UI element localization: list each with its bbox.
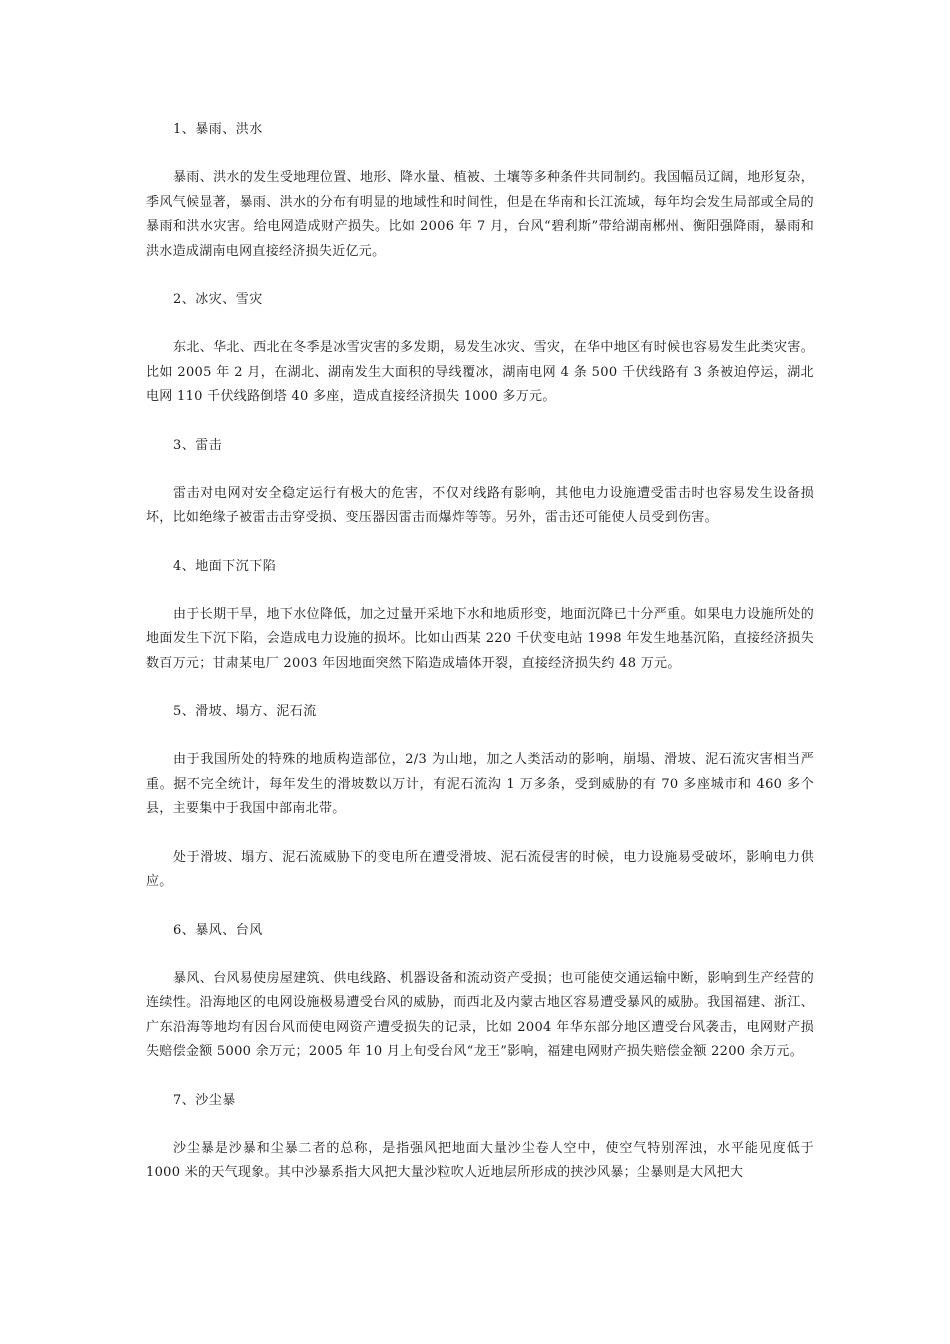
section-paragraph: 暴雨、洪水的发生受地理位置、地形、降水量、植被、土壤等多种条件共同制约。我国幅员辽阔，地形复杂，季风气候显著，暴雨、洪水的分布有明显的地域性和时间性，但是在华南和长江流域，每年均会发生局部或全局的暴雨和洪水灾害。给电网造成财产损失。比如 2006 年 7 月，台风“碧利斯”带给湖南郴州、衡阳强降雨，暴雨和洪水造成湖南电网直接经济损失近亿元。 xyxy=(146,170,814,259)
section-ice-snow xyxy=(146,288,814,410)
section-heading: 1、暴雨、洪水 xyxy=(173,122,263,137)
section-paragraph: 沙尘暴是沙暴和尘暴二者的总称，是指强风把地面大量沙尘卷人空中，使空气特别浑浊，水平能见度低于 1000 米的天气现象。其中沙暴系指大风把大量沙粒吹人近地层所形成的挟沙风暴；尘暴则是大风把大 xyxy=(146,1140,814,1180)
section-paragraph: 由于长期干旱，地下水位降低，加之过量开采地下水和地质形变，地面沉降已十分严重。如果电力设施所处的地面发生下沉下陷，会造成电力设施的损坏。比如山西某 220 千伏变电站 1998 年发生地基沉陷，直接经济损失数百万元；甘肃某电厂 2003 年因地面突然下陷造成墙体开裂，直接经济损失约 48 万元。 xyxy=(146,606,814,671)
section-heading: 5、滑坡、塌方、泥石流 xyxy=(173,704,317,719)
section-heading: 6、暴风、台风 xyxy=(173,922,263,938)
section-sandstorm xyxy=(146,1089,814,1186)
section-paragraph: 处于滑坡、塌方、泥石流威胁下的变电所在遭受滑坡、泥石流侵害的时候，电力设施易受破坏，影响电力供应。 xyxy=(146,849,814,889)
section-heading: 3、雷击 xyxy=(173,437,223,453)
section-heading: 7、沙尘暴 xyxy=(173,1092,236,1108)
section-paragraph: 雷击对电网对安全稳定运行有极大的危害，不仅对线路有影响，其他电力设施遭受雷击时也容易发生设备损坏，比如绝缘子被雷击击穿受损、变压器因雷击而爆炸等等。另外，雷击还可能使人员受到伤害。 xyxy=(146,485,814,525)
section-lightning xyxy=(146,434,814,531)
section-heading: 2、冰灾、雪灾 xyxy=(173,292,263,307)
section-paragraph: 由于我国所处的特殊的地质构造部位，2/3 为山地，加之人类活动的影响，崩塌、滑坡、泥石流灾害相当严重。据不完全统计，每年发生的滑坡数以万计，有泥石流沟 1 万多条，受到威胁的有 70 多座城市和 460 多个县，主要集中于我国中部南北带。 xyxy=(146,752,814,816)
section-subsidence xyxy=(146,555,814,677)
section-rainstorm-flood xyxy=(146,118,814,264)
section-paragraph: 东北、华北、西北在冬季是冰雪灾害的多发期，易发生冰灾、雪灾，在华中地区有时候也容易发生此类灾害。比如 2005 年 2 月，在湖北、湖南发生大面积的导线覆冰，湖南电网 4 条 500 千伏线路有 3 条被迫停运，湖北电网 110 千伏线路倒塔 40 多座，造成直接经济损失 1000 多万元。 xyxy=(146,340,814,404)
section-heading: 4、地面下沉下陷 xyxy=(173,558,277,574)
document-page xyxy=(146,118,814,1210)
section-storm-typhoon xyxy=(146,919,814,1065)
section-paragraph: 暴风、台风易使房屋建筑、供电线路、机器设备和流动资产受损；也可能使交通运输中断，影响到生产经营的连续性。沿海地区的电网设施极易遭受台风的威胁，而西北及内蒙古地区容易遭受暴风的威胁。我国福建、浙江、广东沿海等地均有因台风而使电网资产遭受损失的记录，比如 2004 年华东部分地区遭受台风袭击，电网财产损失赔偿金额 5000 余万元；2005 年 10 月上旬受台风“龙王”影响，福建电网财产损失赔偿金额 2200 余万元。 xyxy=(146,970,814,1059)
section-landslide xyxy=(146,700,814,895)
